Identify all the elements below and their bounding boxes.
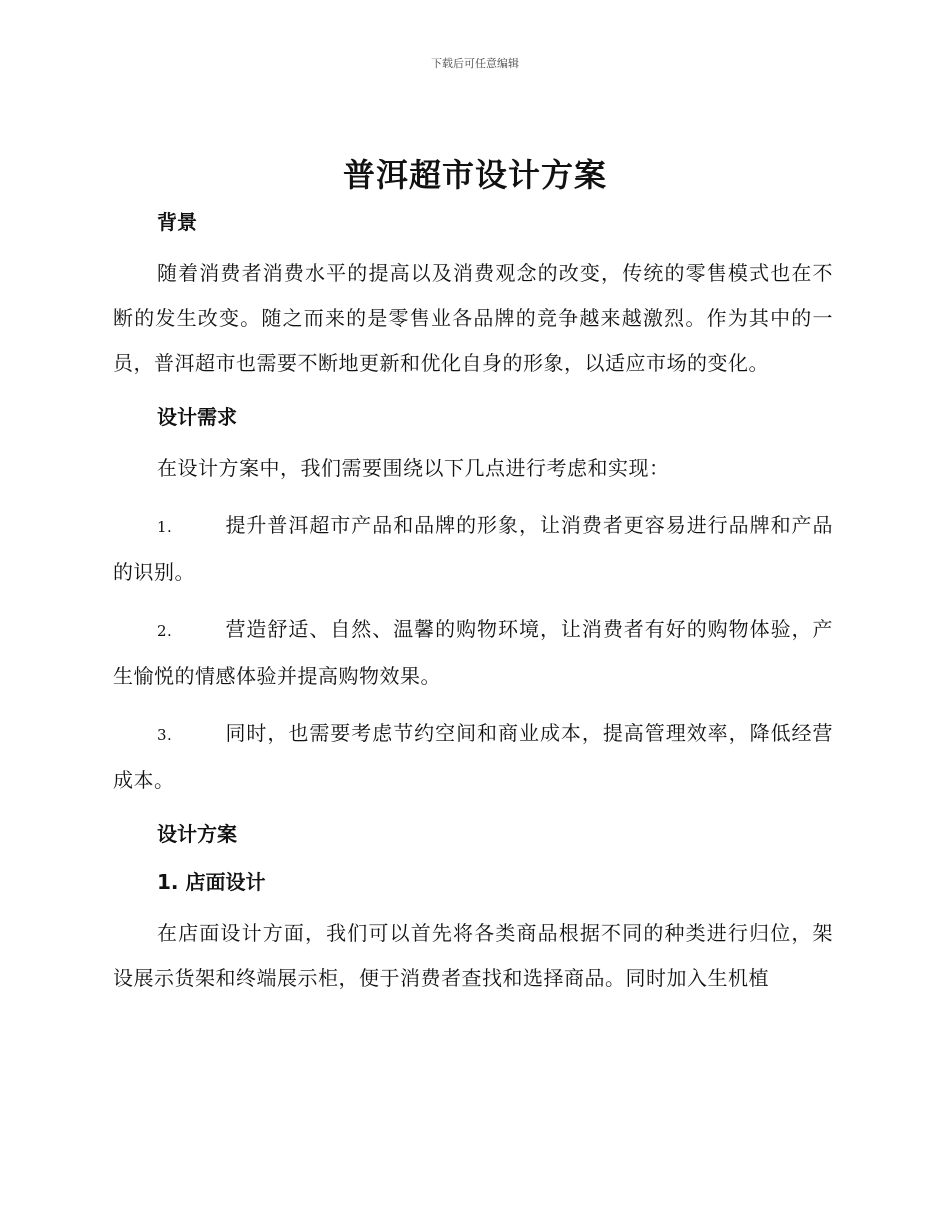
- section-heading-plan: 设计方案: [157, 822, 237, 846]
- list-item-number: 2.: [157, 622, 173, 640]
- list-item-text: 同时，也需要考虑节约空间和商业成本，提高管理效率，降低经营成本。: [113, 721, 833, 792]
- document-body: [113, 205, 833, 1001]
- section-heading-background: 背景: [157, 210, 197, 234]
- list-item-text: 提升普洱超市产品和品牌的形象，让消费者更容易进行品牌和产品的识别。: [113, 513, 833, 584]
- list-item-text: 营造舒适、自然、温馨的购物环境，让消费者有好的购物体验，产生愉悦的情感体验并提高购物效果。: [113, 617, 833, 688]
- section-heading-requirements: 设计需求: [157, 405, 237, 429]
- list-item-number: 1.: [157, 518, 173, 536]
- paragraph-background: 随着消费者消费水平的提高以及消费观念的改变，传统的零售模式也在不断的发生改变。随之而来的是零售业各品牌的竞争越来越激烈。作为其中的一员，普洱超市也需要不断地更新和优化自身的形象，以适应市场的变化。: [113, 261, 833, 375]
- paragraph-requirements-intro: 在设计方案中，我们需要围绕以下几点进行考虑和实现：: [157, 456, 670, 480]
- subsection-heading-storefront: 1. 店面设计: [157, 870, 266, 894]
- document-title: 普洱超市设计方案: [342, 156, 607, 194]
- paragraph-storefront: 在店面设计方面，我们可以首先将各类商品根据不同的种类进行归位，架设展示货架和终端展示柜，便于消费者查找和选择商品。同时加入生机植: [113, 921, 833, 990]
- list-item: [113, 711, 833, 803]
- list-item: [113, 607, 833, 699]
- header-note: 下载后可任意编辑: [431, 57, 519, 70]
- list-item-number: 3.: [157, 726, 173, 744]
- list-item: [113, 503, 833, 595]
